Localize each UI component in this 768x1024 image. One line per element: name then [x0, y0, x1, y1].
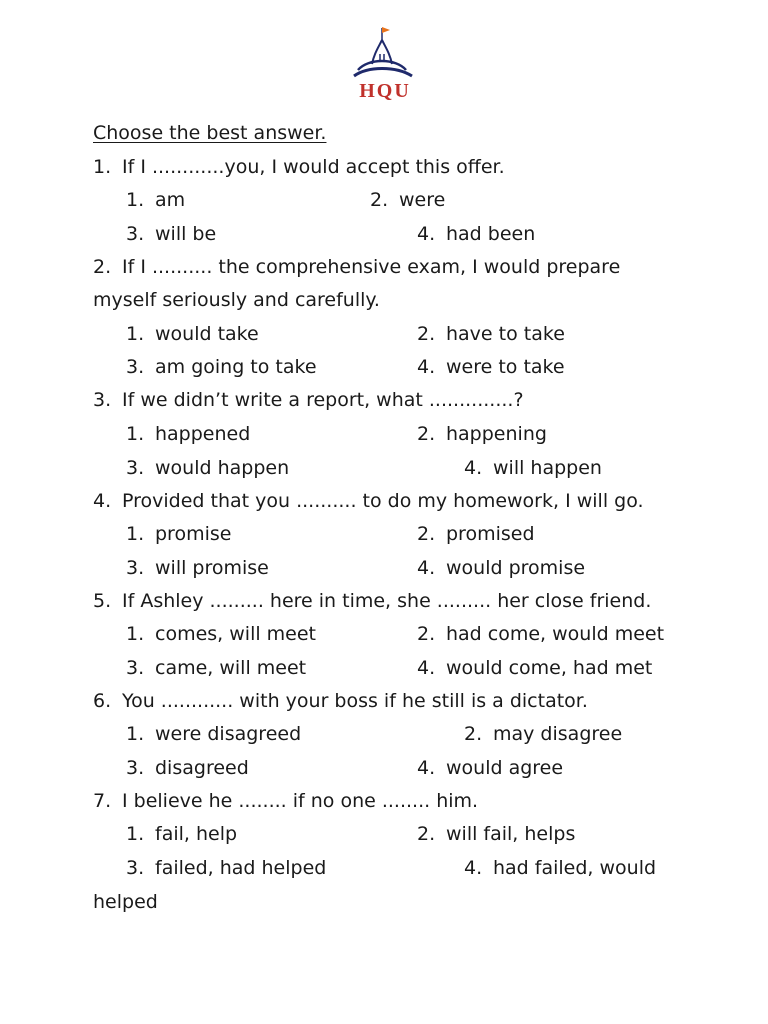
question-1: 1. If I ............you, I would accept this offer.: [93, 156, 505, 178]
q4-option-1[interactable]: 1. promise: [126, 523, 232, 545]
question-3: 3. If we didn’t write a report, what ..............?: [93, 389, 524, 411]
q4-option-4[interactable]: 4. would promise: [417, 557, 586, 579]
q6-option-1[interactable]: 1. were disagreed: [126, 723, 302, 745]
q6-option-3[interactable]: 3. disagreed: [126, 757, 249, 779]
q7-option-4-continued: helped: [93, 891, 158, 913]
logo-text: HQU: [359, 80, 411, 102]
question-2: 2. If I .......... the comprehensive exam, I would prepare: [93, 256, 621, 278]
q1-option-4[interactable]: 4. had been: [417, 223, 536, 245]
hqu-logo: [350, 24, 420, 104]
q6-option-2[interactable]: 2. may disagree: [464, 723, 623, 745]
q3-option-2[interactable]: 2. happening: [417, 423, 547, 445]
question-4: 4. Provided that you .......... to do my homework, I will go.: [93, 490, 644, 512]
q5-option-3[interactable]: 3. came, will meet: [126, 657, 307, 679]
q2-option-2[interactable]: 2. have to take: [417, 323, 565, 345]
q3-option-1[interactable]: 1. happened: [126, 423, 251, 445]
q5-option-4[interactable]: 4. would come, had met: [417, 657, 653, 679]
q6-option-4[interactable]: 4. would agree: [417, 757, 564, 779]
q1-option-1[interactable]: 1. am: [126, 189, 186, 211]
q2-option-3[interactable]: 3. am going to take: [126, 356, 317, 378]
page-heading: Choose the best answer.: [93, 122, 327, 144]
question-5: 5. If Ashley ......... here in time, she ......... her close friend.: [93, 590, 652, 612]
question-7: 7. I believe he ........ if no one ........ him.: [93, 790, 479, 812]
q3-option-3[interactable]: 3. would happen: [126, 457, 290, 479]
q4-option-3[interactable]: 3. will promise: [126, 557, 269, 579]
q3-option-4[interactable]: 4. will happen: [464, 457, 602, 479]
q4-option-2[interactable]: 2. promised: [417, 523, 535, 545]
q2-option-1[interactable]: 1. would take: [126, 323, 259, 345]
q7-option-2[interactable]: 2. will fail, helps: [417, 823, 576, 845]
q5-option-2[interactable]: 2. had come, would meet: [417, 623, 665, 645]
q7-option-3[interactable]: 3. failed, had helped: [126, 857, 327, 879]
q1-option-3[interactable]: 3. will be: [126, 223, 217, 245]
question-2-continued: myself seriously and carefully.: [93, 289, 380, 311]
q1-option-2[interactable]: 2. were: [370, 189, 446, 211]
dome-icon: [350, 24, 420, 82]
q5-option-1[interactable]: 1. comes, will meet: [126, 623, 316, 645]
q7-option-4[interactable]: 4. had failed, would: [464, 857, 657, 879]
q2-option-4[interactable]: 4. were to take: [417, 356, 565, 378]
question-6: 6. You ............ with your boss if he still is a dictator.: [93, 690, 588, 712]
q7-option-1[interactable]: 1. fail, help: [126, 823, 238, 845]
